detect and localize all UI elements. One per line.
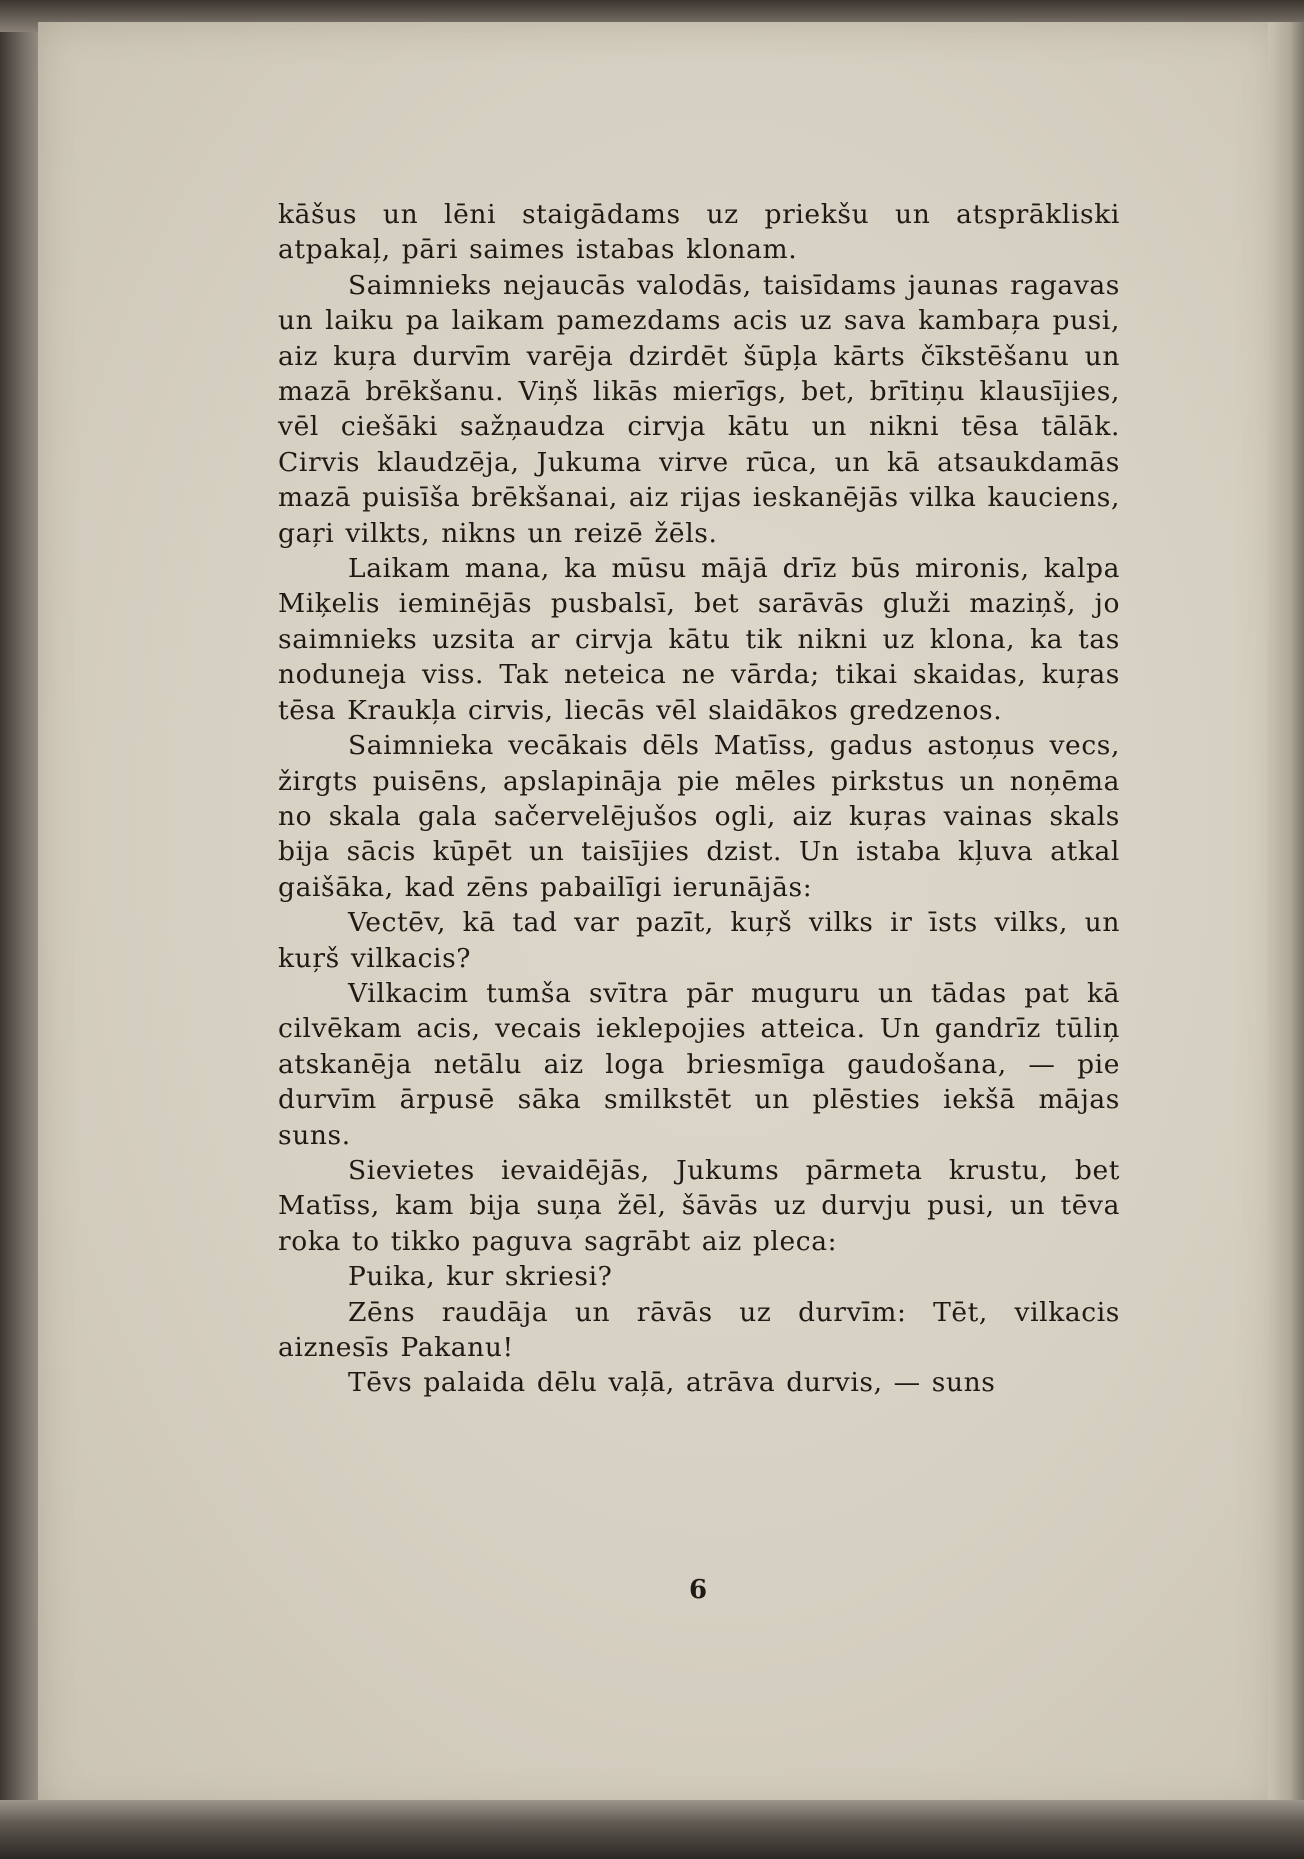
paragraph: Puika, kur skriesi?	[348, 1261, 613, 1293]
paragraph: Zēns raudāja un rāvās uz durvīm: Tēt, vilkacis aiznesīs Pakanu!	[278, 1296, 1120, 1363]
paragraph: Vilkacim tumša svītra pār muguru un tādas pat kā cilvēkam acis, vecais ieklepojies atteica. Un gandrīz tūliņ atskanēja netālu aiz loga briesmīga gaudošana, — pie durvīm ārpusē sāka smilkstēt un plēsties iekšā mājas suns.	[278, 977, 1120, 1151]
paragraph: Saimnieks nejaucās valodās, taisīdams jaunas ragavas un laiku pa laikam pamezdams acis uz sava kambaŗa pusi, aiz kuŗa durvīm varēja dzirdēt šūpļa kārts čīkstēšanu un mazā brēkšanu. Viņš likās mierīgs, bet, brītiņu klausījies, vēl ciešāki sažņaudza cirvja kātu un nikni tēsa tālāk. Cirvis klaudzēja, Jukuma virve rūca, un kā atsaukdamās mazā puisīša brēkšanai, aiz rijas ieskanējās vilka kauciens, gaŗi vilkts, nikns un reizē žēls.	[278, 269, 1120, 549]
book-binding-bottom	[0, 1800, 1304, 1859]
paragraph: kāšus un lēni staigādams uz priekšu un atsprākliski atpakaļ, pāri saimes istabas klonam.	[278, 199, 1120, 266]
paragraph: Sievietes ievaidējās, Jukums pārmeta krustu, bet Matīss, kam bija suņa žēl, šāvās uz durvju pusi, un tēva roka to tikko paguva sagrābt aiz pleca:	[278, 1154, 1120, 1257]
paragraph: Tēvs palaida dēlu vaļā, atrāva durvis, — suns	[348, 1367, 996, 1399]
page-edge	[1268, 22, 1304, 1812]
paragraph: Saimnieka vecākais dēls Matīss, gadus astoņus vecs, žirgts puisēns, apslapināja pie mēles pirkstus un noņēma no skala gala sačervelējušos ogli, aiz kuŗas vainas skals bija sācis kūpēt un taisījies dzist. Un istaba kļuva atkal gaišāka, kad zēns pabailīgi ierunājās:	[278, 730, 1120, 903]
page-number: 6	[688, 1575, 708, 1605]
paragraph: Vectēv, kā tad var pazīt, kuŗš vilks ir īsts vilks, un kuŗš vilkacis?	[278, 907, 1120, 974]
page-text	[278, 197, 1120, 1401]
paragraph: Laikam mana, ka mūsu mājā drīz būs mironis, kalpa Miķelis ieminējās pusbalsī, bet sarāvās gluži maziņš, jo saimnieks uzsita ar cirvja kātu tik nikni uz klona, ka tas noduneja viss. Tak neteica ne vārda; tikai skaidas, kuŗas tēsa Kraukļa cirvis, liecās vēl slaidākos gredzenos.	[278, 553, 1120, 726]
